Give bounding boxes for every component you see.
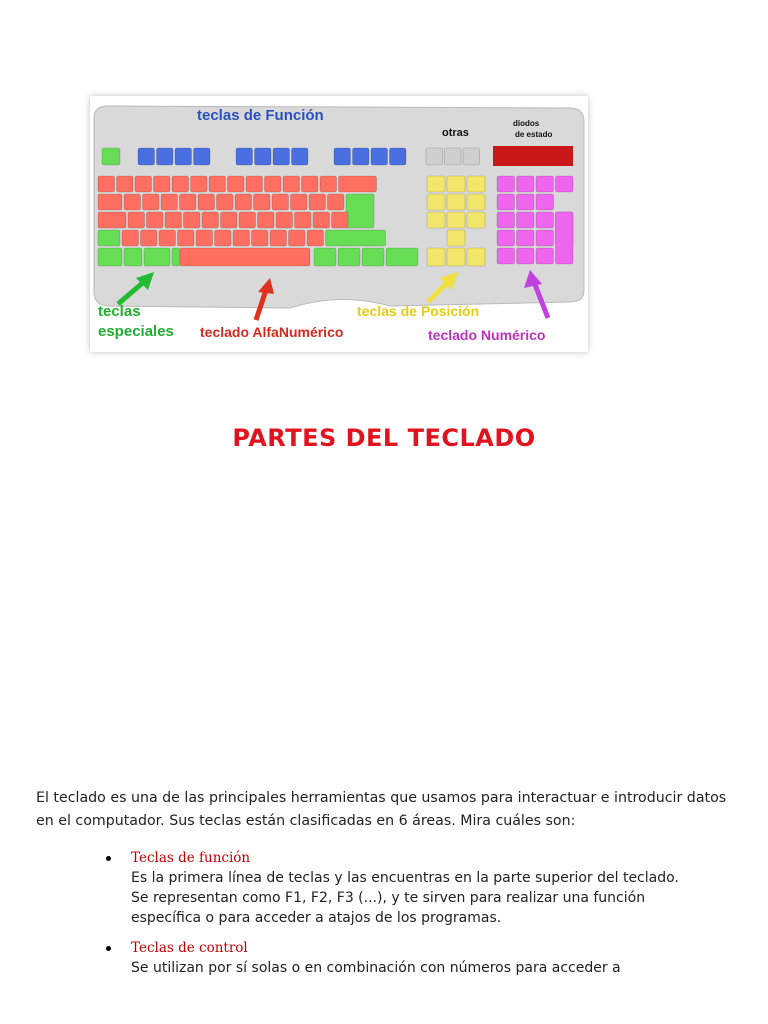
key-alphanumeric [239, 212, 256, 228]
key-tab [98, 194, 122, 210]
page-title: PARTES DEL TECLADO [232, 424, 536, 452]
key-alphanumeric [147, 212, 164, 228]
key-alphanumeric [154, 176, 171, 192]
list-item [100, 938, 700, 978]
key-position [447, 212, 465, 228]
key-position [427, 176, 445, 192]
key-alphanumeric [165, 212, 182, 228]
key-numeric [536, 176, 554, 192]
keyboard-diagram-image [90, 96, 588, 352]
key-numeric [497, 212, 515, 228]
key-alphanumeric [235, 194, 252, 210]
keyboard-diagram-svg [90, 96, 588, 352]
key-function [194, 148, 211, 165]
key-numeric [536, 230, 554, 246]
intro-paragraph: El teclado es una de las principales herramientas que usamos para interactuar e introducir datos en el computador. Sus teclas están clasificadas en 6 áreas. Mira cuáles son: [36, 790, 727, 829]
label-position-keys: teclas de Posición [357, 303, 480, 319]
key-numeric [517, 212, 535, 228]
key-alphanumeric [332, 212, 349, 228]
key-alphanumeric [233, 230, 250, 246]
key-alphanumeric [221, 212, 238, 228]
key-function [236, 148, 253, 165]
key-numeric [517, 176, 535, 192]
key-arrow [467, 248, 485, 266]
label-numeric: teclado Numérico [428, 327, 546, 343]
key-alphanumeric [328, 194, 345, 210]
list-item-text: Se utilizan por sí solas o en combinación con números para acceder a [131, 960, 621, 976]
key-numeric [536, 194, 554, 210]
key-alphanumeric [320, 176, 337, 192]
key-alphanumeric [196, 230, 213, 246]
label-special-keys-1: teclas [98, 303, 141, 320]
label-other-keys: otras [442, 127, 469, 139]
label-status-leds-2: de estado [515, 130, 553, 139]
key-numeric [536, 212, 554, 228]
list-item-title: Teclas de función [131, 850, 251, 866]
key-other [426, 148, 443, 165]
list-item-text: Es la primera línea de teclas y las encuentras en la parte superior del teclado. Se representan como F1, F2, F3 (...), y te sirven para realizar una función específica o para acceder a atajos de los programas. [131, 870, 679, 926]
key-alphanumeric [258, 212, 275, 228]
key-numeric-enter [556, 212, 574, 264]
key-alphanumeric [265, 176, 282, 192]
label-special-keys-2: especiales [98, 323, 174, 340]
key-alphanumeric [143, 194, 160, 210]
key-position [427, 194, 445, 210]
list-item-title: Teclas de control [131, 940, 248, 956]
key-alphanumeric [302, 176, 319, 192]
key-position [467, 194, 485, 210]
key-numeric [556, 176, 574, 192]
key-special [172, 248, 180, 266]
key-alphanumeric [252, 230, 269, 246]
key-function [371, 148, 388, 165]
key-alphanumeric [180, 194, 197, 210]
key-alphanumeric [202, 212, 219, 228]
key-alphanumeric [198, 194, 215, 210]
status-led-panel [493, 146, 573, 166]
key-alphanumeric [246, 176, 263, 192]
key-shift-left [98, 230, 120, 246]
key-alphanumeric [217, 194, 234, 210]
key-function [390, 148, 407, 165]
key-alphanumeric [159, 230, 176, 246]
key-function [157, 148, 174, 165]
key-win [124, 248, 142, 266]
label-alphanumeric: teclado AlfaNumérico [200, 324, 344, 340]
key-alphanumeric [289, 230, 306, 246]
key-alphanumeric [184, 212, 201, 228]
key-space [180, 248, 310, 266]
key-ctrl [98, 248, 122, 266]
key-alphanumeric [172, 176, 189, 192]
key-alphanumeric [128, 212, 145, 228]
key-function [138, 148, 155, 165]
key-function [334, 148, 351, 165]
list-item [100, 848, 700, 928]
key-numeric [536, 248, 554, 264]
key-function [175, 148, 192, 165]
key-altgr [314, 248, 336, 266]
key-caps [98, 212, 126, 228]
key-alphanumeric [228, 176, 245, 192]
label-status-leds-1: diodos [513, 119, 540, 128]
key-alphanumeric [124, 194, 141, 210]
keyboard-areas-list [100, 848, 700, 988]
key-numeric [497, 194, 515, 210]
key-numeric [497, 248, 515, 264]
key-arrow [427, 248, 445, 266]
key-alphanumeric [98, 176, 115, 192]
key-numeric [517, 248, 535, 264]
key-other [445, 148, 462, 165]
key-alphanumeric [283, 176, 300, 192]
key-arrow-up [447, 230, 465, 246]
key-position [427, 212, 445, 228]
key-numeric [497, 176, 515, 192]
key-alphanumeric [307, 230, 324, 246]
key-alphanumeric [272, 194, 289, 210]
key-position [447, 194, 465, 210]
key-alphanumeric [135, 176, 152, 192]
key-alphanumeric [178, 230, 195, 246]
label-function-keys: teclas de Función [197, 107, 324, 124]
key-function [255, 148, 272, 165]
key-alphanumeric [276, 212, 293, 228]
key-alphanumeric [215, 230, 232, 246]
key-alphanumeric [291, 194, 308, 210]
key-function [292, 148, 309, 165]
key-numeric [497, 230, 515, 246]
key-alt [144, 248, 170, 266]
key-alphanumeric [209, 176, 226, 192]
key-win-right [338, 248, 360, 266]
key-menu [362, 248, 384, 266]
key-alphanumeric [295, 212, 312, 228]
key-alphanumeric [141, 230, 158, 246]
key-backspace [339, 176, 377, 192]
key-alphanumeric [117, 176, 134, 192]
bullet-icon [106, 946, 111, 951]
key-alphanumeric [161, 194, 178, 210]
key-ctrl-right [386, 248, 418, 266]
key-other [463, 148, 480, 165]
key-alphanumeric [313, 212, 330, 228]
key-numeric [517, 230, 535, 246]
key-alphanumeric [270, 230, 287, 246]
key-alphanumeric [254, 194, 271, 210]
key-escape [102, 148, 120, 165]
key-position [467, 176, 485, 192]
key-position [447, 176, 465, 192]
key-enter [346, 194, 374, 228]
key-arrow [447, 248, 465, 266]
key-shift-right [326, 230, 386, 246]
key-alphanumeric [122, 230, 139, 246]
key-numeric [517, 194, 535, 210]
key-function [353, 148, 370, 165]
key-position [467, 212, 485, 228]
key-alphanumeric [191, 176, 208, 192]
key-function [273, 148, 290, 165]
key-alphanumeric [309, 194, 326, 210]
bullet-icon [106, 856, 111, 861]
